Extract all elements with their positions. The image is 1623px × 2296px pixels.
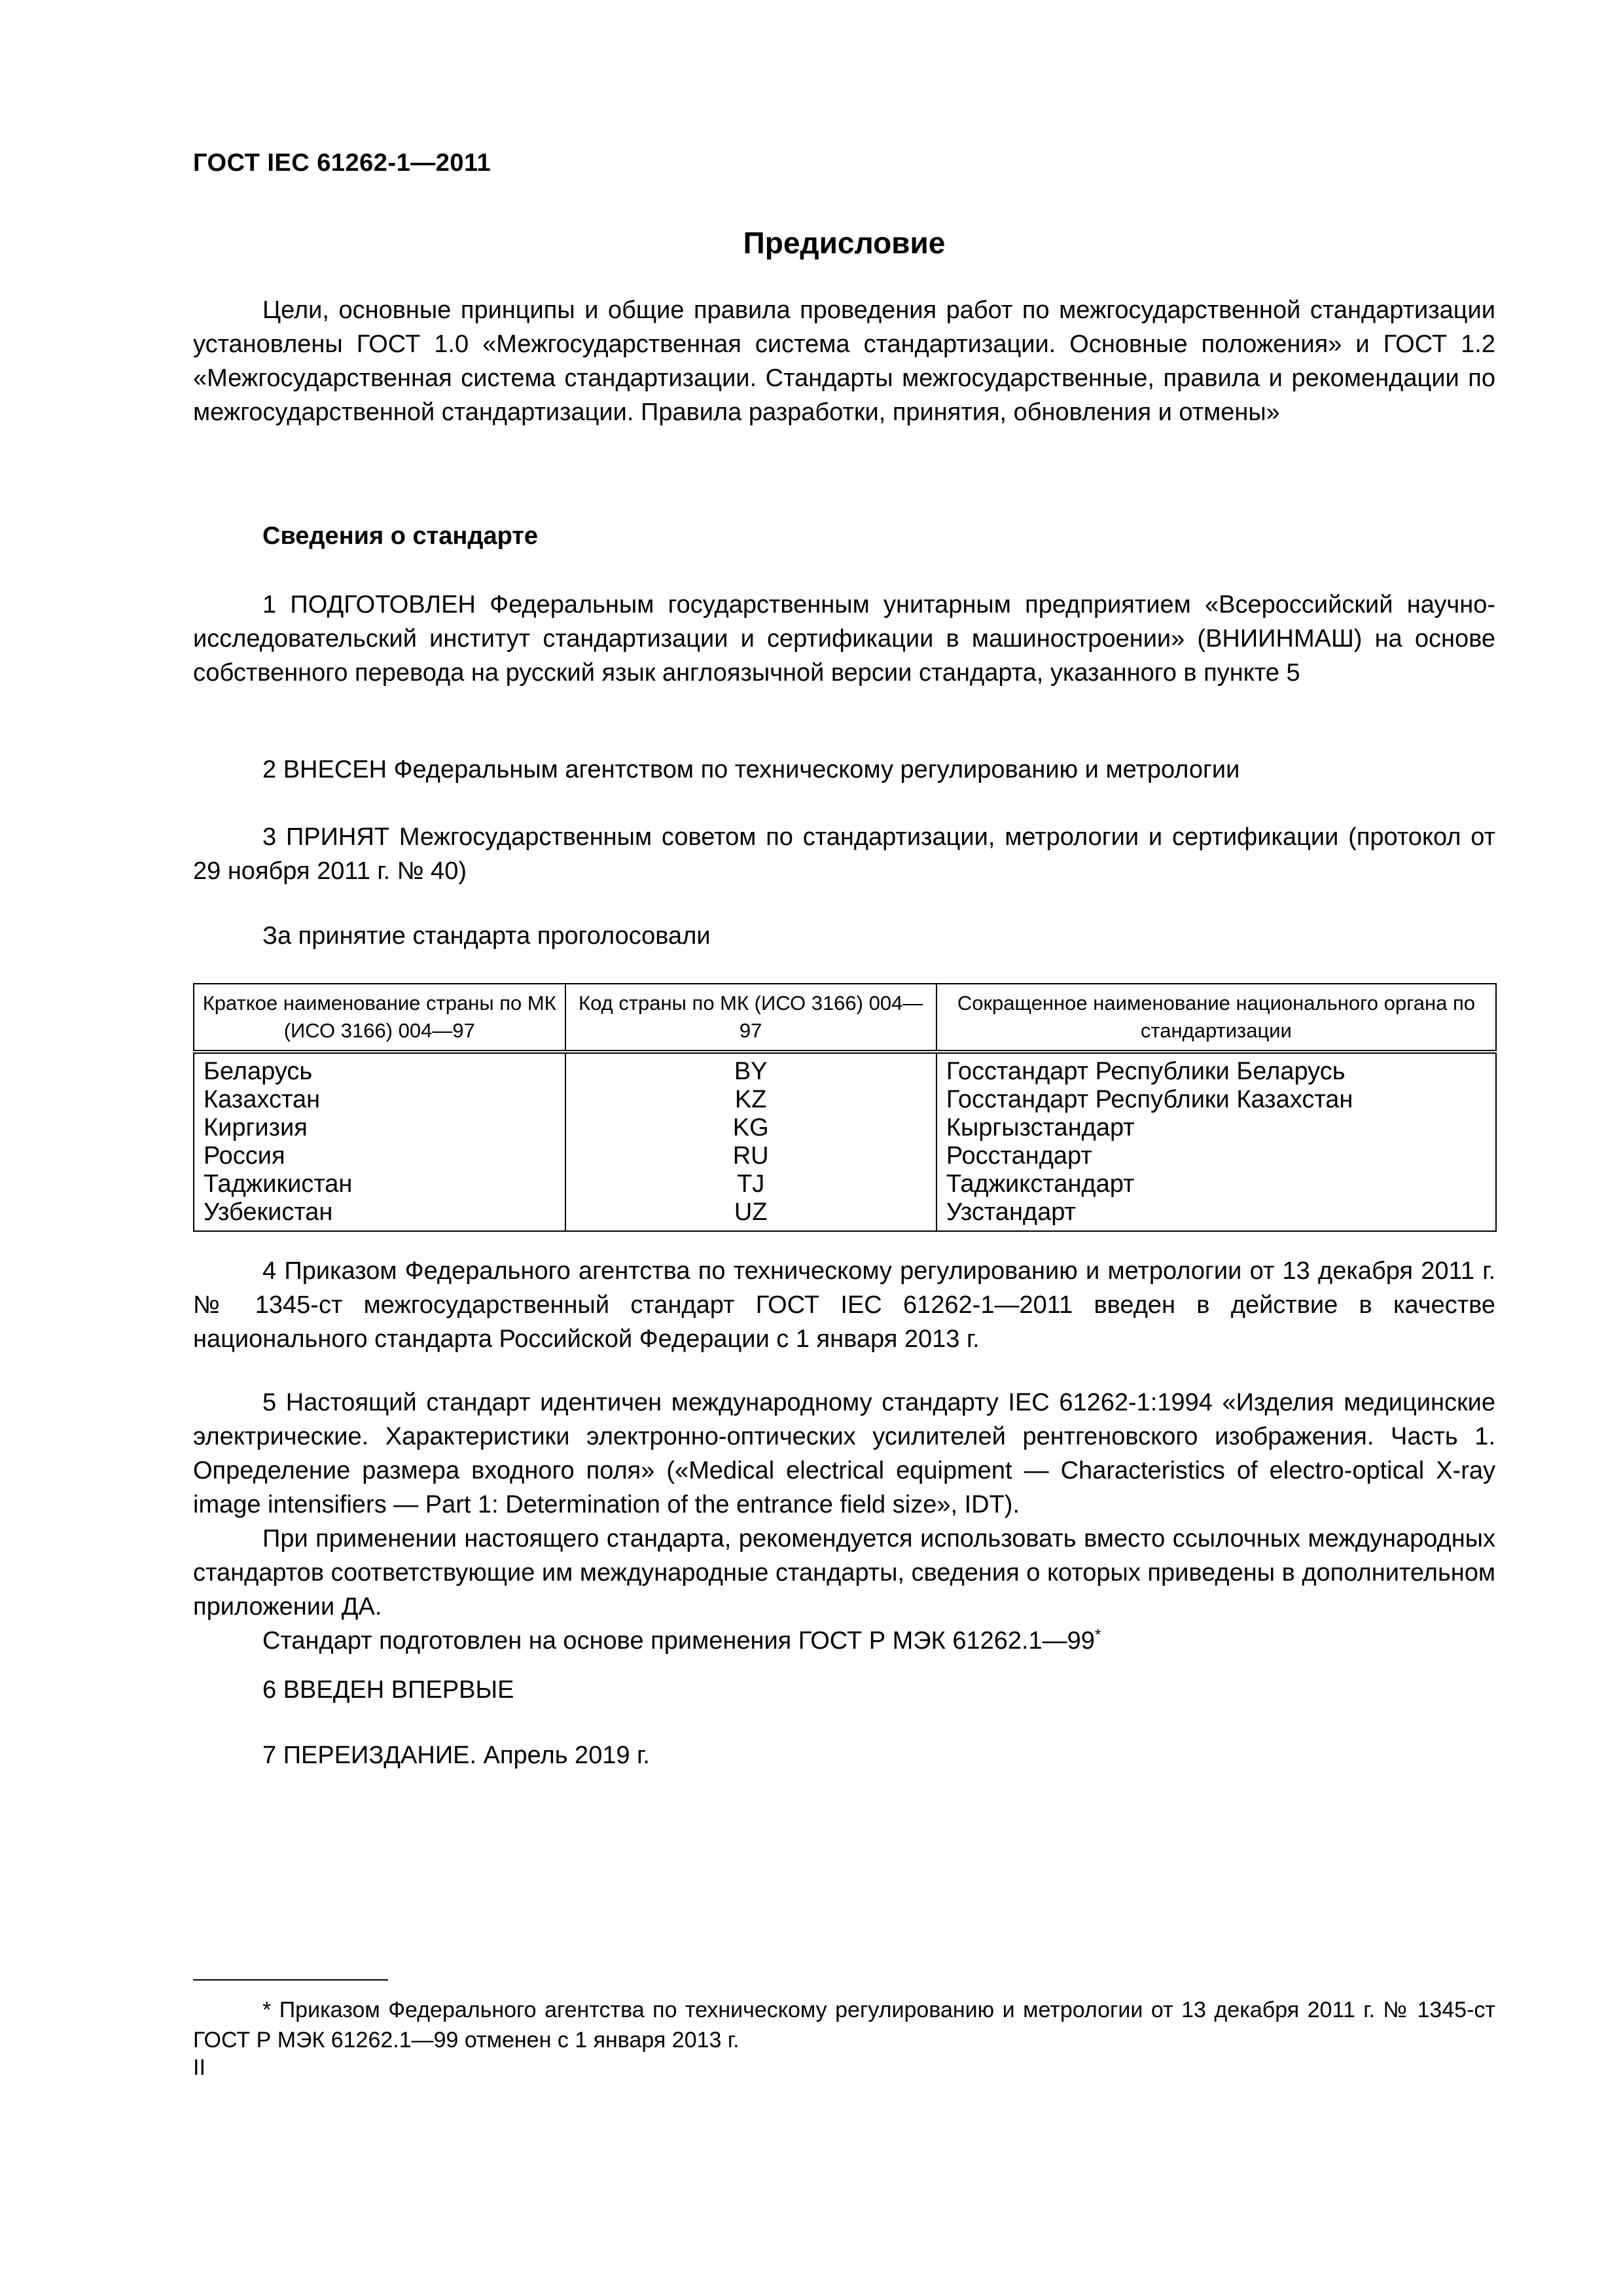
item-1-block — [193, 588, 1495, 690]
table-cell-country: Киргизия — [194, 1114, 565, 1142]
table-cell-country: Казахстан — [194, 1086, 565, 1114]
table-row — [194, 1052, 1496, 1086]
table-cell-code: TJ — [565, 1170, 936, 1198]
table-cell-code: UZ — [565, 1198, 936, 1231]
item-5-paragraph-2: При применении настоящего стандарта, рекомендуется использовать вместо ссылочных международных стандартов соответствующие им международные стандарты, сведения о которых приведены в дополнительном приложении ДА. — [193, 1525, 1495, 1621]
intro-paragraph: Цели, основные принципы и общие правила проведения работ по межгосударственной стандартизации установлены ГОСТ 1.0 «Межгосударственная система стандартизации. Основные положения» и ГОСТ 1.2 «Межгосударственная система стандартизации. Стандарты межгосударственные, правила и рекомендации по межгосударственной стандартизации. Правила разработки, принятия, обновления и отмены» — [193, 296, 1495, 426]
item-6-paragraph: 6 ВВЕДЕН ВПЕРВЫЕ — [262, 1676, 514, 1704]
item-5-paragraph: 5 Настоящий стандарт идентичен международному стандарту IEC 61262-1:1994 «Изделия медицинские электрические. Характеристики электронно-оптических усилителей рентгеновского изображения. Часть 1. Определение размера входного поля» («Medical electrical equipment — Characteristics of electro-optical X-ray image intensifiers — Part 1: Determination of the entrance field size», IDT). — [193, 1389, 1495, 1518]
item-5-paragraph-3-text: Стандарт подготовлен на основе применения ГОСТ Р МЭК 61262.1—99 — [262, 1627, 1095, 1655]
table-cell-code: KZ — [565, 1086, 936, 1114]
table-row — [194, 1170, 1496, 1198]
table-cell-code: KG — [565, 1114, 936, 1142]
item-5-block — [193, 1386, 1495, 1658]
table-cell-code: RU — [565, 1142, 936, 1170]
table-row — [194, 1198, 1496, 1231]
table-cell-body: Госстандарт Республики Казахстан — [936, 1086, 1496, 1114]
table-cell-body: Госстандарт Республики Беларусь — [936, 1052, 1496, 1086]
item-2-paragraph: 2 ВНЕСЕН Федеральным агентством по техническому регулированию и метрологии — [262, 756, 1240, 783]
item-5-paragraph-3 — [193, 1624, 1495, 1658]
table-row — [194, 1114, 1496, 1142]
page-title: Предисловие — [743, 226, 946, 260]
standard-code-header: ГОСТ IEC 61262-1—2011 — [193, 149, 491, 177]
voting-table — [193, 983, 1497, 1232]
item-4-paragraph: 4 Приказом Федерального агентства по техническому регулированию и метрологии от 13 декабря 2011 г. № 1345-ст межгосударственный стандарт ГОСТ IEC 61262-1—2011 введен в действие в качестве национального стандарта Российской Федерации с 1 января 2013 г. — [193, 1257, 1495, 1353]
table-cell-code: BY — [565, 1052, 936, 1086]
table-cell-country: Россия — [194, 1142, 565, 1170]
vote-line: За принятие стандарта проголосовали — [262, 922, 711, 950]
table-cell-country: Таджикистан — [194, 1170, 565, 1198]
table-header-code: Код страны по МК (ИСО 3166) 004—97 — [565, 984, 936, 1052]
table-header-row — [194, 984, 1496, 1052]
footnote-text: * Приказом Федерального агентства по техническому регулированию и метрологии от 13 декабря 2011 г. № 1345-ст ГОСТ Р МЭК 61262.1—99 отменен с 1 января 2013 г. — [193, 1998, 1495, 2053]
table-cell-body: Таджикстандарт — [936, 1170, 1496, 1198]
table-cell-body: Узстандарт — [936, 1198, 1496, 1231]
item-3-paragraph: 3 ПРИНЯТ Межгосударственным советом по стандартизации, метрологии и сертификации (протокол от 29 ноября 2011 г. № 40) — [193, 823, 1495, 885]
footnote-reference-mark: * — [1094, 1626, 1101, 1644]
item-7-paragraph: 7 ПЕРЕИЗДАНИЕ. Апрель 2019 г. — [262, 1742, 650, 1769]
table-cell-body: Кыргызстандарт — [936, 1114, 1496, 1142]
item-1-paragraph: 1 ПОДГОТОВЛЕН Федеральным государственным унитарным предприятием «Всероссийский научно-исследовательский институт стандартизации и сертификации в машиностроении» (ВНИИНМАШ) на основе собственного перевода на русский язык англоязычной версии стандарта, указанного в пункте 5 — [193, 591, 1495, 687]
footnote-block — [193, 1995, 1495, 2055]
table-cell-body: Росстандарт — [936, 1142, 1496, 1170]
table-cell-country: Беларусь — [194, 1052, 565, 1086]
table-row — [194, 1142, 1496, 1170]
page-number: II — [193, 2055, 205, 2080]
item-3-block — [193, 820, 1495, 888]
footnote-separator — [193, 1979, 388, 1981]
table-header-body: Сокращенное наименование национального органа по стандартизации — [936, 984, 1496, 1052]
table-row — [194, 1086, 1496, 1114]
table-header-country: Краткое наименование страны по МК (ИСО 3166) 004—97 — [194, 984, 565, 1052]
item-4-block — [193, 1254, 1495, 1356]
table-cell-country: Узбекистан — [194, 1198, 565, 1231]
section-heading: Сведения о стандарте — [262, 522, 539, 550]
intro-paragraph-block — [193, 293, 1495, 429]
